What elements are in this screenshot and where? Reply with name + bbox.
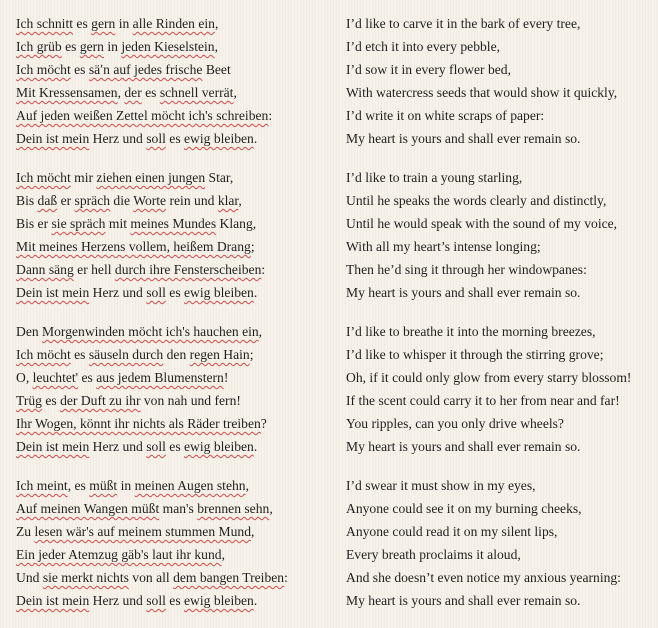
text-segment: es bbox=[165, 285, 185, 300]
misspelled-segment: spräch bbox=[74, 193, 111, 208]
german-line bbox=[16, 343, 336, 366]
german-line bbox=[16, 212, 336, 235]
text-segment: Bis bbox=[16, 193, 38, 208]
text-segment: es bbox=[73, 16, 92, 31]
english-line: I’d swear it must show in my eyes, bbox=[346, 478, 536, 493]
english-line: I’d like to carve it in the bark of every tree, bbox=[346, 16, 581, 31]
text-segment: , bbox=[251, 524, 255, 539]
misspelled-segment: sie merkt nichts bbox=[42, 570, 129, 585]
text-segment: es bbox=[70, 347, 89, 362]
english-line: Every breath proclaims it aloud, bbox=[346, 547, 521, 562]
misspelled-segment: schnell verrät bbox=[159, 85, 234, 100]
misspelled-segment: dem bangen Treiben bbox=[173, 570, 285, 585]
english-line: I’d write it on white scraps of paper: bbox=[346, 108, 545, 123]
text-segment: : bbox=[284, 570, 288, 585]
misspelled-segment: Dein ist mein bbox=[16, 285, 90, 300]
german-line bbox=[16, 320, 336, 343]
misspelled-segment: soll bbox=[146, 131, 166, 146]
misspelled-segment: Mit Kressensamen bbox=[16, 85, 118, 100]
text-segment: ! bbox=[223, 370, 229, 385]
misspelled-segment: Ich möcht bbox=[16, 347, 71, 362]
misspelled-segment: alle Rinden ein bbox=[132, 16, 215, 31]
english-line: Then he’d sing it through her windowpanes: bbox=[346, 262, 587, 277]
english-line: And she doesn’t even notice my anxious yearning: bbox=[346, 570, 621, 585]
text-segment: , bbox=[233, 85, 237, 100]
text-segment: . bbox=[253, 439, 258, 454]
misspelled-segment: Ich möcht bbox=[16, 62, 71, 77]
text-segment: Und bbox=[16, 570, 43, 585]
misspelled-segment: Worte bbox=[133, 193, 167, 208]
misspelled-segment: daß bbox=[37, 193, 58, 208]
english-line: Anyone could see it on my burning cheeks, bbox=[346, 501, 582, 516]
german-line bbox=[16, 435, 336, 458]
text-segment: . bbox=[253, 285, 258, 300]
english-line: I’d like to whisper it through the stirring grove; bbox=[346, 347, 604, 362]
german-line bbox=[16, 589, 336, 612]
misspelled-segment: aus jedem Blumenstern bbox=[96, 370, 224, 385]
misspelled-segment: meines Mundes bbox=[130, 216, 217, 231]
misspelled-segment: soll bbox=[146, 593, 166, 608]
german-stanza bbox=[16, 166, 336, 304]
misspelled-segment: leuchtet' bbox=[32, 370, 79, 385]
text-segment: Beet bbox=[202, 62, 231, 77]
text-segment: man's bbox=[159, 501, 198, 516]
english-line: Until he speaks the words clearly and distinctly, bbox=[346, 193, 607, 208]
text-segment: es bbox=[141, 85, 160, 100]
text-segment: von all bbox=[128, 570, 174, 585]
misspelled-segment: klar bbox=[217, 193, 239, 208]
misspelled-segment: Ein jeder Atemzug gäb's laut ihr kund bbox=[16, 547, 222, 562]
german-line bbox=[16, 366, 336, 389]
german-line bbox=[16, 497, 336, 520]
english-line: With all my heart’s intense longing; bbox=[346, 239, 541, 254]
misspelled-segment: gern bbox=[91, 16, 116, 31]
text-segment: rein und bbox=[166, 193, 218, 208]
text-segment: ? bbox=[260, 416, 267, 431]
german-line bbox=[16, 81, 336, 104]
text-segment: es bbox=[165, 131, 185, 146]
english-stanza bbox=[346, 474, 654, 612]
german-line bbox=[16, 104, 336, 127]
text-segment: Herz und bbox=[89, 593, 147, 608]
text-segment: , es bbox=[67, 478, 90, 493]
misspelled-segment: jeden Kieselstein bbox=[121, 39, 215, 54]
text-segment: , bbox=[214, 39, 218, 54]
text-segment: es bbox=[41, 393, 61, 408]
misspelled-segment: Mit meines Herzens vollem, heißem Drang bbox=[16, 239, 251, 254]
text-segment: mir bbox=[70, 170, 97, 185]
german-line bbox=[16, 412, 336, 435]
german-line bbox=[16, 235, 336, 258]
text-segment: es bbox=[165, 439, 185, 454]
german-line bbox=[16, 281, 336, 304]
german-line bbox=[16, 166, 336, 189]
german-line bbox=[16, 543, 336, 566]
german-line bbox=[16, 127, 336, 150]
misspelled-segment: meinen Augen stehn bbox=[134, 478, 246, 493]
german-line bbox=[16, 258, 336, 281]
english-line: With watercress seeds that would show it quickly, bbox=[346, 85, 618, 100]
german-line bbox=[16, 189, 336, 212]
text-segment: ; bbox=[250, 239, 255, 254]
text-segment: , bbox=[214, 16, 219, 31]
misspelled-segment: lesen wär's auf meinem stummen Mund bbox=[34, 524, 252, 539]
text-segment: ; bbox=[249, 347, 254, 362]
text-segment: in bbox=[117, 478, 135, 493]
misspelled-segment: sie spräch bbox=[51, 216, 106, 231]
misspelled-segment: Morgenwinden möcht ich's hauchen ein bbox=[42, 324, 259, 339]
misspelled-segment: ewig bleiben bbox=[184, 131, 254, 146]
german-line bbox=[16, 12, 336, 35]
text-segment: es bbox=[61, 39, 80, 54]
misspelled-segment: Auf meinen Wangen müßt bbox=[16, 501, 160, 516]
text-segment: Herz und bbox=[89, 439, 147, 454]
misspelled-segment: ewig bleiben bbox=[184, 439, 254, 454]
english-line: My heart is yours and shall ever remain so. bbox=[346, 593, 581, 608]
misspelled-segment: ewig bleiben bbox=[184, 285, 254, 300]
misspelled-segment: Auf jeden weißen Zettel möcht ich's schreiben bbox=[16, 108, 269, 123]
german-stanza bbox=[16, 474, 336, 612]
text-segment: Herz und bbox=[89, 131, 147, 146]
misspelled-segment: Dann säng bbox=[16, 262, 74, 277]
german-line bbox=[16, 35, 336, 58]
misspelled-segment: der bbox=[124, 85, 142, 100]
text-segment: . bbox=[253, 593, 258, 608]
text-segment: , bbox=[245, 478, 249, 493]
text-segment: , bbox=[238, 193, 242, 208]
misspelled-segment: Dein ist mein bbox=[16, 131, 90, 146]
misspelled-segment: Ihr Wogen, könnt ihr nichts als Räder treiben bbox=[16, 416, 261, 431]
text-segment: in bbox=[103, 39, 122, 54]
text-segment: : bbox=[268, 108, 273, 123]
text-segment: , bbox=[117, 85, 125, 100]
german-stanza bbox=[16, 12, 336, 150]
text-segment: den bbox=[163, 347, 190, 362]
misspelled-segment: Ich grüb bbox=[16, 39, 62, 54]
text-segment: die bbox=[110, 193, 134, 208]
text-segment: , bbox=[258, 324, 263, 339]
text-segment: er hell bbox=[73, 262, 115, 277]
english-line: I’d like to breathe it into the morning breezes, bbox=[346, 324, 596, 339]
misspelled-segment: durch ihre Fensterscheiben bbox=[114, 262, 262, 277]
misspelled-segment: soll bbox=[146, 285, 166, 300]
misspelled-segment: säuseln durch bbox=[88, 347, 164, 362]
misspelled-segment: brennen sehn bbox=[197, 501, 270, 516]
english-stanza bbox=[346, 12, 654, 150]
german-stanza bbox=[16, 320, 336, 458]
misspelled-segment: ziehen einen jungen bbox=[96, 170, 206, 185]
text-segment: er bbox=[57, 193, 75, 208]
text-segment: Star, bbox=[205, 170, 234, 185]
german-line bbox=[16, 566, 336, 589]
english-line: I’d like to train a young starling, bbox=[346, 170, 523, 185]
text-segment: , bbox=[269, 501, 273, 516]
misspelled-segment: Ich schnitt bbox=[16, 16, 74, 31]
english-line: If the scent could carry it to her from near and far! bbox=[346, 393, 620, 408]
english-column bbox=[346, 12, 654, 628]
misspelled-segment: Ich meint bbox=[16, 478, 68, 493]
text-segment: von nah und fern! bbox=[140, 393, 241, 408]
text-segment: es bbox=[165, 593, 185, 608]
english-stanza bbox=[346, 320, 654, 458]
text-segment: Klang, bbox=[216, 216, 257, 231]
text-segment: Herz und bbox=[89, 285, 147, 300]
english-line: Oh, if it could only glow from every starry blossom! bbox=[346, 370, 632, 385]
text-segment: : bbox=[261, 262, 266, 277]
german-line bbox=[16, 474, 336, 497]
text-segment: mit bbox=[105, 216, 131, 231]
text-segment: . bbox=[253, 131, 258, 146]
text-segment: Den bbox=[16, 324, 43, 339]
misspelled-segment: soll bbox=[146, 439, 166, 454]
misspelled-segment: ewig bleiben bbox=[184, 593, 254, 608]
text-segment: , bbox=[221, 547, 225, 562]
english-line: My heart is yours and shall ever remain so. bbox=[346, 285, 581, 300]
text-segment: Zu bbox=[16, 524, 35, 539]
text-segment: Bis er bbox=[16, 216, 52, 231]
misspelled-segment: der Duft zu ihr bbox=[60, 393, 141, 408]
english-line: I’d etch it into every pebble, bbox=[346, 39, 501, 54]
english-line: My heart is yours and shall ever remain so. bbox=[346, 131, 581, 146]
german-line bbox=[16, 58, 336, 81]
english-line: Until he would speak with the sound of my voice, bbox=[346, 216, 618, 231]
misspelled-segment: müßt bbox=[89, 478, 118, 493]
misspelled-segment: regen Hain bbox=[189, 347, 250, 362]
text-segment: es bbox=[70, 62, 89, 77]
english-line: Anyone could read it on my silent lips, bbox=[346, 524, 558, 539]
misspelled-segment: Ich möcht bbox=[16, 170, 71, 185]
english-stanza bbox=[346, 166, 654, 304]
misspelled-segment: Dein ist mein bbox=[16, 439, 90, 454]
text-segment: O, bbox=[16, 370, 33, 385]
text-segment: in bbox=[115, 16, 133, 31]
misspelled-segment: Trüg bbox=[16, 393, 42, 408]
misspelled-segment: Dein ist mein bbox=[16, 593, 90, 608]
german-line bbox=[16, 520, 336, 543]
text-segment: es bbox=[78, 370, 97, 385]
german-line bbox=[16, 389, 336, 412]
misspelled-segment: gern bbox=[79, 39, 104, 54]
english-line: You ripples, can you only drive wheels? bbox=[346, 416, 564, 431]
german-column bbox=[16, 12, 336, 628]
english-line: My heart is yours and shall ever remain so. bbox=[346, 439, 581, 454]
misspelled-segment: säʹn auf jedes frische bbox=[88, 62, 203, 77]
english-line: I’d sow it in every flower bed, bbox=[346, 62, 511, 77]
